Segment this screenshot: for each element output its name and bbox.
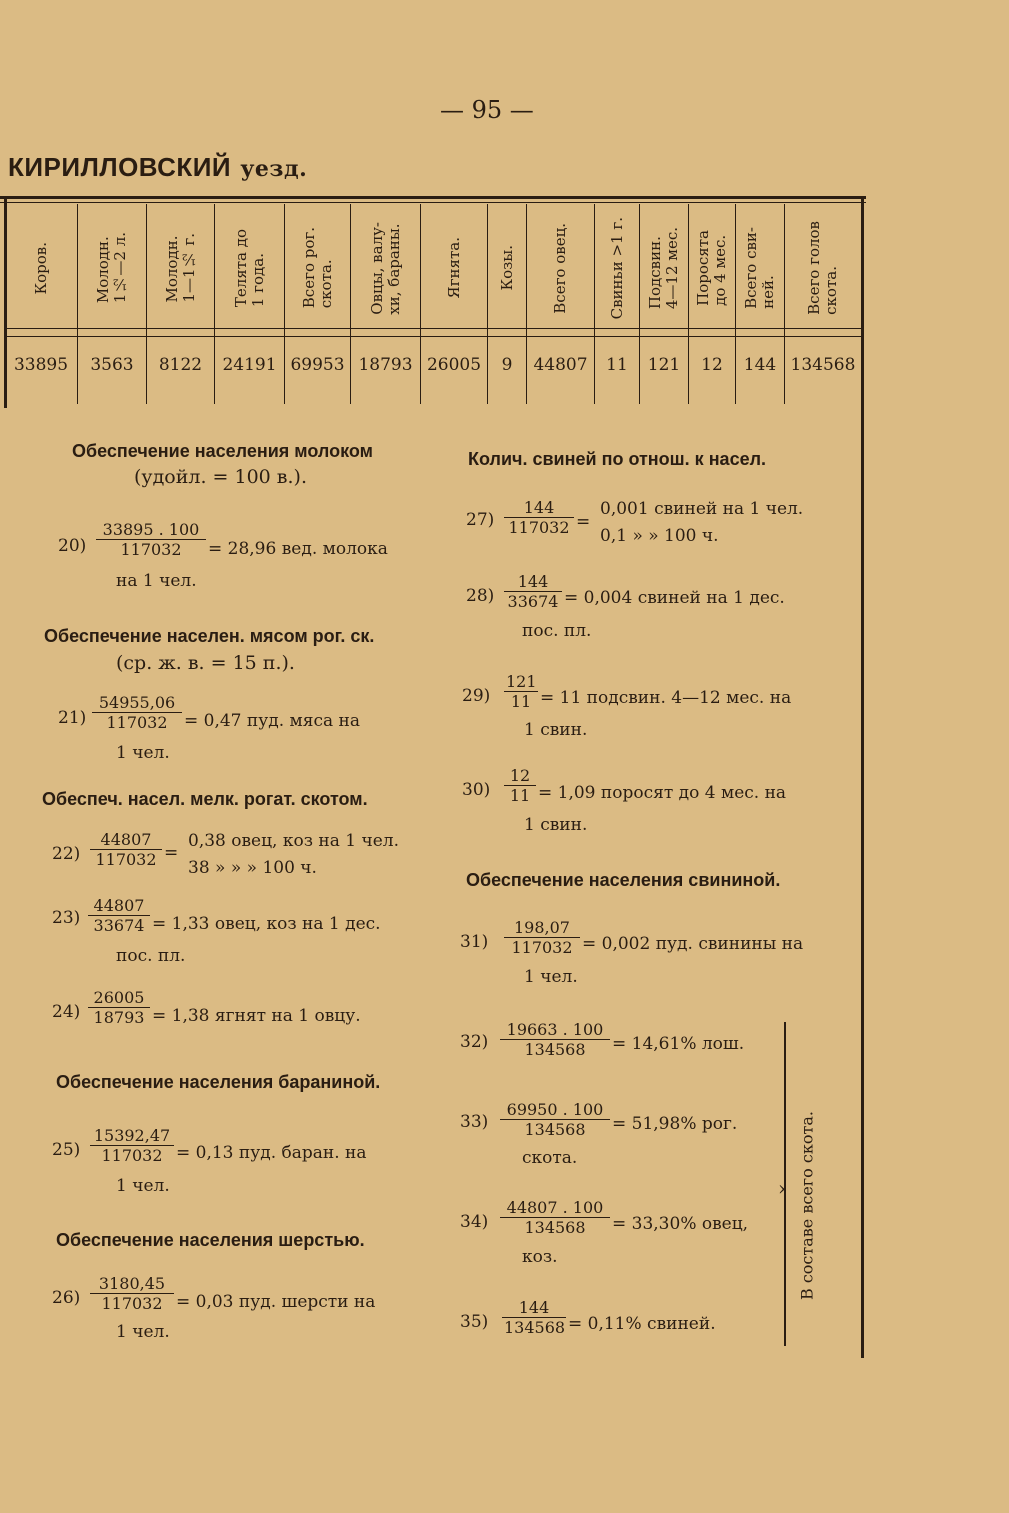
table-header-cell: Всего голов скота. [805,221,840,315]
table-cell: 69953 [290,355,345,375]
formula-number: 32) [460,1032,489,1052]
numerator: 12 [509,766,531,785]
formula-result: = 0,03 пуд. шерсти на [176,1292,376,1312]
section-subheading: (ср. ж. в. = 15 п.). [116,652,295,674]
table-cell: 24191 [222,355,277,375]
bracket-label: В составе всего скота. [797,1111,817,1300]
formula-number: 33) [460,1112,489,1132]
fraction [504,498,574,537]
formula-result: = 0,13 пуд. баран. на [176,1143,367,1163]
numerator: 54955,06 [98,693,176,712]
denominator: 117032 [92,712,182,732]
table-cell: 121 [647,355,681,375]
formula-number: 35) [460,1312,489,1332]
table-top-rule [0,196,866,199]
title-suffix: уезд. [240,156,308,182]
denominator: 117032 [504,937,580,957]
formula-number: 21) [58,708,87,728]
formula-number: 26) [52,1288,81,1308]
fraction [90,1126,174,1165]
table-border-right [861,198,864,1358]
formula-number: 20) [58,536,87,556]
table-cell: 11 [606,355,628,375]
denominator: 11 [504,785,536,805]
table-header-cell: Коров. [31,241,50,295]
table-header-cell: Ягнята. [444,237,463,299]
bracket-tip: › [778,1176,786,1200]
denominator: 11 [504,691,538,711]
formula-result: = 33,30% овец, [612,1214,749,1234]
section-subheading: (удойл. = 100 в.). [134,466,307,488]
table-header-cell: Всего овец. [551,222,569,314]
table-cell: 9 [501,355,513,375]
table-header-cell: Всего рог. скота. [299,227,335,309]
denominator: 117032 [90,1145,174,1165]
formula-result-per-100: 38 » » » 100 ч. [188,858,317,878]
table-cell: 26005 [426,355,482,375]
formula-result-cont: 1 чел. [524,967,578,987]
formula-result-cont: 1 свин. [524,815,588,835]
formula-result-cont: 1 чел. [116,1176,170,1196]
denominator: 33674 [88,915,150,935]
formula-number: 29) [462,686,491,706]
formula-number: 25) [52,1140,81,1160]
fraction [90,1274,174,1313]
numerator: 69950 . 100 [506,1100,604,1119]
numerator: 198,07 [514,918,570,937]
numerator: 44807 [93,896,145,915]
table-cell: 8122 [158,355,203,375]
section-heading: Обеспеч. насел. мелк. рогат. скотом. [42,789,368,809]
table-cell: 144 [743,355,777,375]
denominator: 117032 [90,1293,174,1313]
formula-result-per-100: 0,1 » » 100 ч. [600,526,719,546]
formula-result-cont: пос. пл. [522,621,592,641]
table-top-rule-thin [0,202,866,203]
table-header-cell: Поросята до 4 мес. [694,230,729,306]
formula-result-cont: на 1 чел. [116,571,197,591]
denominator: 134568 [500,1119,610,1139]
table-header-rule-2 [4,336,862,337]
formula-result-cont: 1 чел. [116,743,170,763]
formula-number: 30) [462,780,491,800]
table-header-cell: Свиньи >1 г. [607,216,626,320]
fraction [500,1100,610,1139]
numerator: 144 [518,1298,550,1317]
formula-result: = 14,61% лош. [612,1034,745,1054]
formula-number: 23) [52,908,81,928]
formula-result: = 1,33 овец, коз на 1 дес. [152,914,381,934]
formula-number: 34) [460,1212,489,1232]
section-heading: Обеспечение населения свининой. [466,870,781,890]
fraction [504,918,580,957]
fraction [88,896,150,935]
table-header-cell: Козы. [497,245,516,291]
table-cell: 44807 [533,355,588,375]
formula-number: 27) [466,510,495,530]
table-cell: 33895 [13,355,69,375]
fraction [504,672,538,711]
numerator: 26005 [93,988,145,1007]
formula-result-cont: скота. [522,1148,578,1168]
table-header-cell: Овцы, валу- хи, бараны. [367,221,403,315]
table-cell: 12 [701,355,723,375]
table-cell: 18793 [358,355,413,375]
numerator: 44807 . 100 [506,1198,604,1217]
table-cell: 134568 [790,355,856,375]
equals-sign: = [576,512,591,532]
formula-result: 0,38 овец, коз на 1 чел. [188,831,399,851]
denominator: 117032 [504,517,574,537]
formula-result: = 1,38 ягнят на 1 овцу. [152,1006,361,1026]
fraction [88,988,150,1027]
denominator: 33674 [504,591,562,611]
numerator: 121 [506,672,537,691]
fraction [504,572,562,611]
equals-sign: = [164,843,179,863]
table-header-cell: Телята до 1 года. [231,228,267,308]
formula-result-cont: коз. [522,1247,558,1267]
numerator: 33895 . 100 [102,520,200,539]
table-header-rule [4,328,862,329]
section-heading: Обеспечение населен. мясом рог. ск. [44,626,375,646]
formula-result-cont: 1 чел. [116,1322,170,1342]
section-heading: Колич. свиней по отнош. к насел. [468,449,767,469]
fraction [502,1298,566,1337]
table-header-cell: Молодн. 1½—2 л. [94,232,129,304]
formula-result: = 0,47 пуд. мяса на [184,711,360,731]
formula-number: 22) [52,844,81,864]
numerator: 3180,45 [98,1274,166,1293]
section-heading: Обеспечение населения шерстью. [56,1230,365,1250]
formula-result: = 28,96 вед. молока [208,539,388,559]
formula-result: = 0,002 пуд. свинины на [582,934,804,954]
table-header-cell: Подсвин. 4—12 мес. [646,226,681,310]
formula-result: = 11 подсвин. 4—12 мес. на [540,688,792,708]
fraction [500,1020,610,1059]
section-heading: Обеспечение населения бараниной. [56,1072,381,1092]
formula-number: 28) [466,586,495,606]
numerator: 144 [523,498,555,517]
formula-result: = 1,09 поросят до 4 мес. на [538,783,787,803]
formula-result-cont: 1 свин. [524,720,588,740]
formula-result: = 0,004 свиней на 1 дес. [564,588,785,608]
denominator: 117032 [90,849,162,869]
denominator: 117032 [96,539,206,559]
denominator: 134568 [500,1217,610,1237]
denominator: 18793 [88,1007,150,1027]
title-name: КИРИЛЛОВСКИЙ [8,152,232,182]
fraction [92,693,182,732]
numerator: 144 [517,572,549,591]
formula-number: 31) [460,932,489,952]
page-title [8,152,307,183]
numerator: 15392,47 [93,1126,171,1145]
numerator: 44807 [100,830,152,849]
formula-result: = 0,11% свиней. [568,1314,716,1334]
denominator: 134568 [504,1318,566,1337]
fraction [504,766,536,805]
section-heading: Обеспечение населения молоком [72,441,373,461]
page-number: — 95 — [440,96,534,124]
table-header-cell: Всего сви- ней. [742,227,777,309]
formula-result: = 51,98% рог. [612,1114,738,1134]
table-header-cell: Молодн. 1—1½ г. [162,233,198,303]
numerator: 19663 . 100 [506,1020,604,1039]
formula-result: 0,001 свиней на 1 чел. [600,499,804,519]
fraction [96,520,206,559]
formula-result-cont: пос. пл. [116,946,186,966]
fraction [500,1198,610,1237]
formula-number: 24) [52,1002,81,1022]
denominator: 134568 [500,1039,610,1059]
table-cell: 3563 [90,355,134,375]
fraction [90,830,162,869]
